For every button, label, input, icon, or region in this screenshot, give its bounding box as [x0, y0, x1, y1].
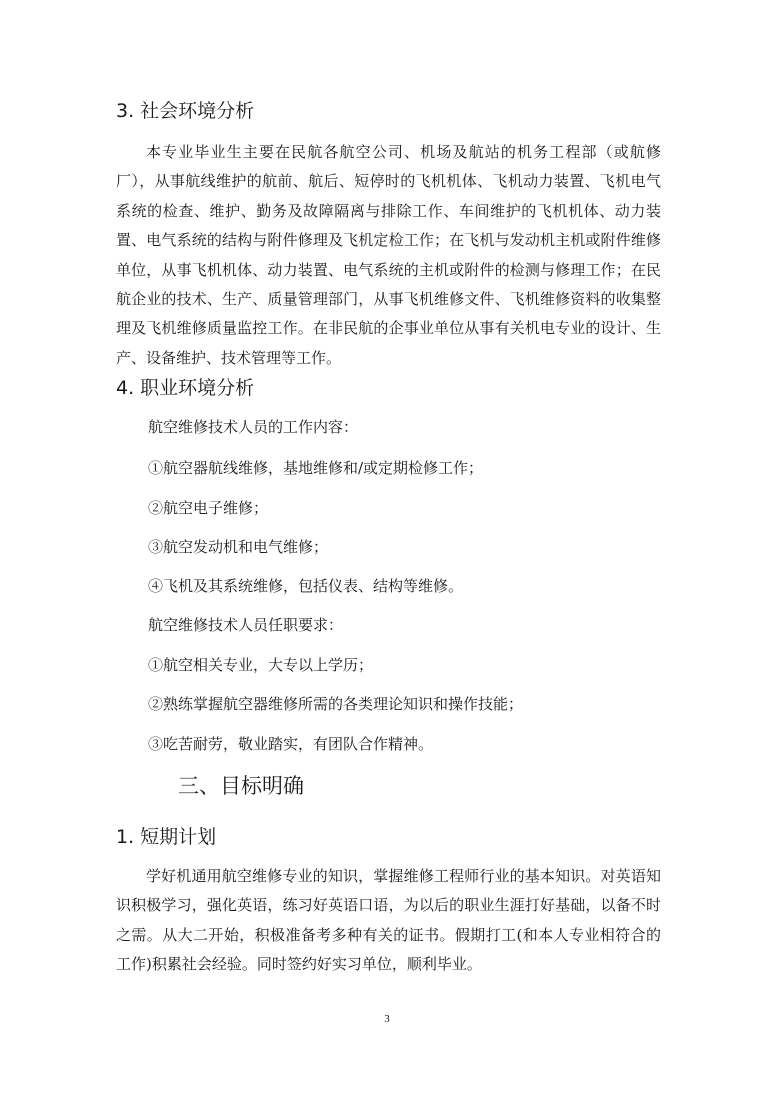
page-number: 3: [384, 1013, 390, 1025]
social-environment-paragraph: 本专业毕业生主要在民航各航空公司、机场及航站的机务工程部（或航修厂），从事航线维护的航前、航后、短停时的飞机机体、飞机动力装置、飞机电气系统的检查、维护、勤务及故障隔离与排除工作、车间维护的飞机机体、动力装置、电气系统的结构与附件修理及飞机定检工作；在飞机与发动机主机或附件维修单位，从事飞机机体、动力装置、电气系统的主机或附件的检测与修理工作；在民航企业的技术、生产、质量管理部门，从事飞机维修文件、飞机维修资料的收集整理及飞机维修质量监控工作。在非民航的企事业单位从事有关机电专业的设计、生产、设备维护、技术管理等工作。: [116, 143, 661, 367]
section-heading-career-environment: 4. 职业环境分析: [116, 377, 255, 399]
requirement-item-1: ①航空相关专业，大专以上学历；: [148, 656, 374, 674]
chapter-heading-goals: 三、目标明确: [178, 774, 304, 798]
work-item-1: ①航空器航线维修，基地维修和/或定期检修工作；: [148, 459, 484, 477]
work-item-4: ④飞机及其系统维修，包括仪表、结构等维修。: [148, 577, 464, 595]
requirement-item-3: ③吃苦耐劳，敬业踏实，有团队合作精神。: [148, 735, 434, 753]
work-item-3: ③航空发动机和电气维修；: [148, 538, 329, 556]
short-term-plan-paragraph: 学好机通用航空维修专业的知识，掌握维修工程师行业的基本知识。对英语知识积极学习，强化英语，练习好英语口语，为以后的职业生涯打好基础，以备不时之需。从大二开始，积极准备考多种有关的证书。假期打工(和本人专业相符合的工作)积累社会经验。同时签约好实习单位，顺利毕业。: [116, 867, 661, 974]
section-heading-short-term-plan: 1. 短期计划: [116, 826, 217, 848]
requirements-title: 航空维修技术人员任职要求：: [148, 616, 344, 634]
section-heading-social-environment: 3. 社会环境分析: [116, 100, 255, 122]
work-item-2: ②航空电子维修；: [148, 499, 269, 517]
work-content-title: 航空维修技术人员的工作内容：: [148, 418, 359, 436]
requirement-item-2: ②熟练掌握航空器维修所需的各类理论知识和操作技能；: [148, 695, 524, 713]
